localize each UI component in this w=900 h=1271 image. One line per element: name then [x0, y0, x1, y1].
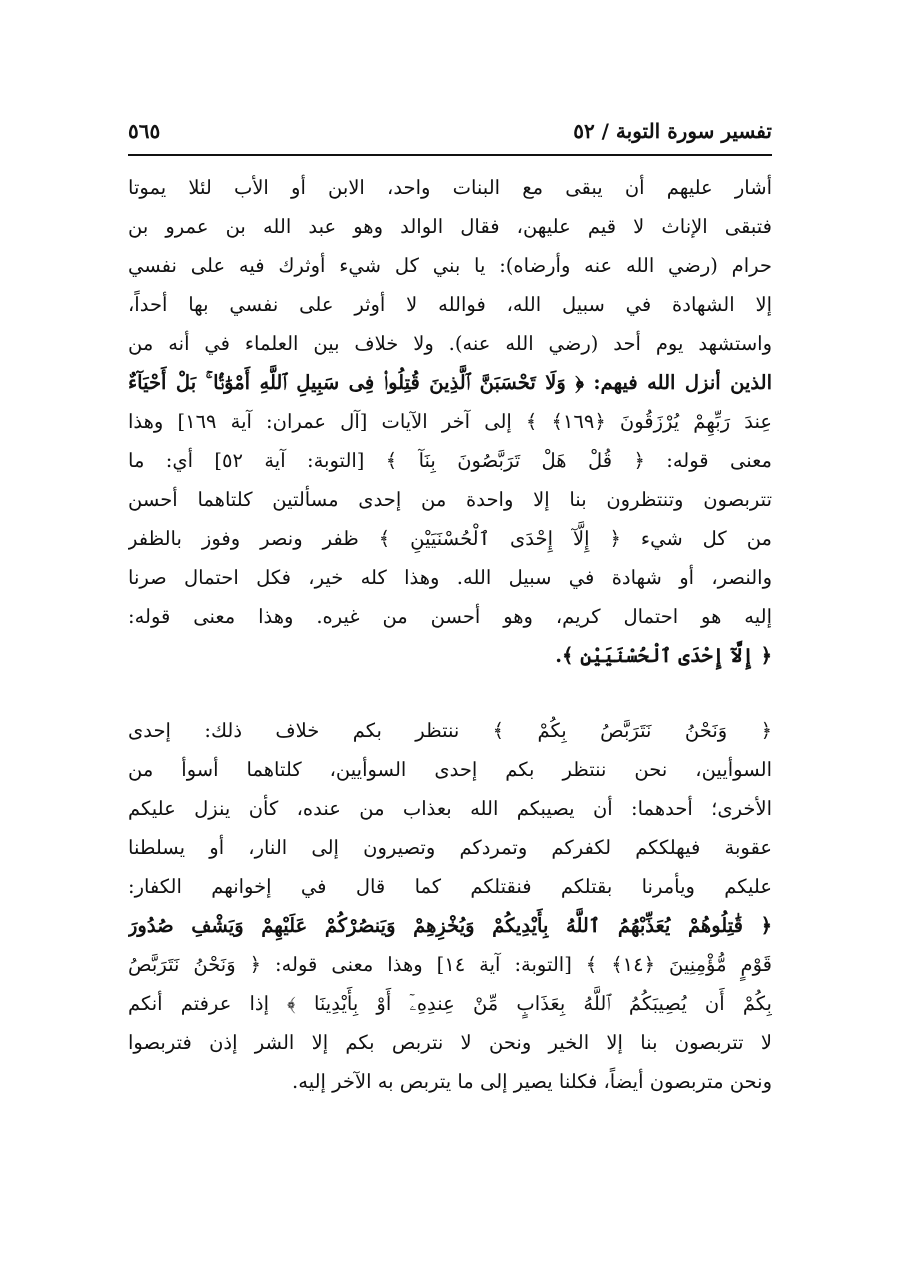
paragraph-1: [128, 168, 772, 675]
text-line: تتربصون وتنتظرون بنا إلا واحدة من إحدى مسألتين كلتاهما أحسن: [128, 488, 772, 511]
document-page: [128, 0, 772, 1271]
text-line-with-verse: ﴿ قَٰتِلُوهُمْ يُعَذِّبْهُمُ ٱللَّهُ بِأَيْدِيكُمْ وَيُخْزِهِمْ وَيَنصُرْكُمْ عَلَيْهِمْ وَيَشْفِ صُدُورَ: [128, 914, 772, 937]
body-text: [128, 168, 772, 1101]
text-line-with-verse: ﴿ إِلَّآ إِحْدَى ٱلْحُسْنَيَيْنِ ﴾.: [555, 644, 772, 667]
text-line: ونحن متربصون أيضاً، فكلنا يصير إلى ما يتربص به الآخر إليه.: [292, 1070, 772, 1093]
paragraph-2: [128, 711, 772, 1101]
header-title: تفسير سورة التوبة / ٥٢: [573, 119, 772, 143]
text-line: فتبقى الإناث لا قيم عليهن، فقال الوالد وهو عبد الله بن عمرو بن: [128, 215, 772, 238]
text-line-with-verse: عِندَ رَبِّهِمْ يُرْزَقُونَ ﴿١٦٩﴾ ﴾ إلى آخر الآيات [آل عمران: آية ١٦٩] وهذا: [128, 410, 772, 433]
text-line: أشار عليهم أن يبقى مع البنات واحد، الابن أو الأب لئلا يموتا: [128, 176, 772, 199]
text-line: والنصر، أو شهادة في سبيل الله. وهذا كله خير، فكل احتمال صرنا: [128, 566, 772, 589]
text-line: حرام (رضي الله عنه وأرضاه): يا بني كل شيء أوثرك فيه على نفسي: [128, 254, 772, 277]
text-line: السوأيين، نحن ننتظر بكم إحدى السوأيين، كلتاهما أسوأ من: [128, 758, 772, 781]
text-line: عقوبة فيهلككم لكفركم وتمردكم وتصيرون إلى النار، أو يسلطنا: [128, 836, 772, 859]
text-line-with-verse: معنى قوله: ﴿ قُلْ هَلْ تَرَبَّصُونَ بِنَآ ﴾ [التوبة: آية ٥٢] أي: ما: [128, 449, 772, 472]
text-line-with-verse: من كل شيء ﴿ إِلَّآ إِحْدَى ٱلْحُسْنَيَيْنِ ﴾ ظفر ونصر وفوز بالظفر: [128, 527, 772, 550]
text-line: عليكم ويأمرنا بقتلكم فنقتلكم كما قال في إخوانهم الكفار:: [128, 875, 772, 898]
text-line-with-verse: قَوْمٍ مُّؤْمِنِينَ ﴿١٤﴾ ﴾ [التوبة: آية ١٤] وهذا معنى قوله: ﴿ وَنَحْنُ نَتَرَبَّصُ: [128, 953, 772, 976]
text-line: إليه هو احتمال كريم، وهو أحسن من غيره. وهذا معنى قوله:: [128, 605, 772, 628]
page-number: ٥٦٥: [128, 119, 161, 143]
running-header: [128, 108, 772, 156]
text-line: واستشهد يوم أحد (رضي الله عنه). ولا خلاف بين العلماء في أنه من: [128, 332, 772, 355]
paragraph-gap: [128, 675, 772, 711]
text-line: الأخرى؛ أحدهما: أن يصيبكم الله بعذاب من عنده، كأن ينزل عليكم: [128, 797, 772, 820]
text-line-with-verse: الذين أنزل الله فيهم: ﴿ وَلَا تَحْسَبَنَّ ٱلَّذِينَ قُتِلُوا۟ فِى سَبِيلِ ٱللَّهِ أَمْوَٰتًۢا ۚ بَلْ أَحْيَآءٌ: [128, 371, 772, 394]
text-line: إلا الشهادة في سبيل الله، فوالله لا أوثر على نفسي بها أحداً،: [128, 293, 772, 316]
text-line-with-verse: ﴿ وَنَحْنُ نَتَرَبَّصُ بِكُمْ ﴾ ننتظر بكم خلاف ذلك: إحدى: [128, 719, 772, 742]
text-line-with-verse: بِكُمْ أَن يُصِيبَكُمُ ٱللَّهُ بِعَذَابٍ مِّنْ عِندِهِۦٓ أَوْ بِأَيْدِينَا ﴾ إذا عرفتم أنكم: [128, 992, 772, 1015]
text-line: لا تتربصون بنا إلا الخير ونحن لا نتربص بكم إلا الشر إذن فتربصوا: [128, 1031, 772, 1054]
